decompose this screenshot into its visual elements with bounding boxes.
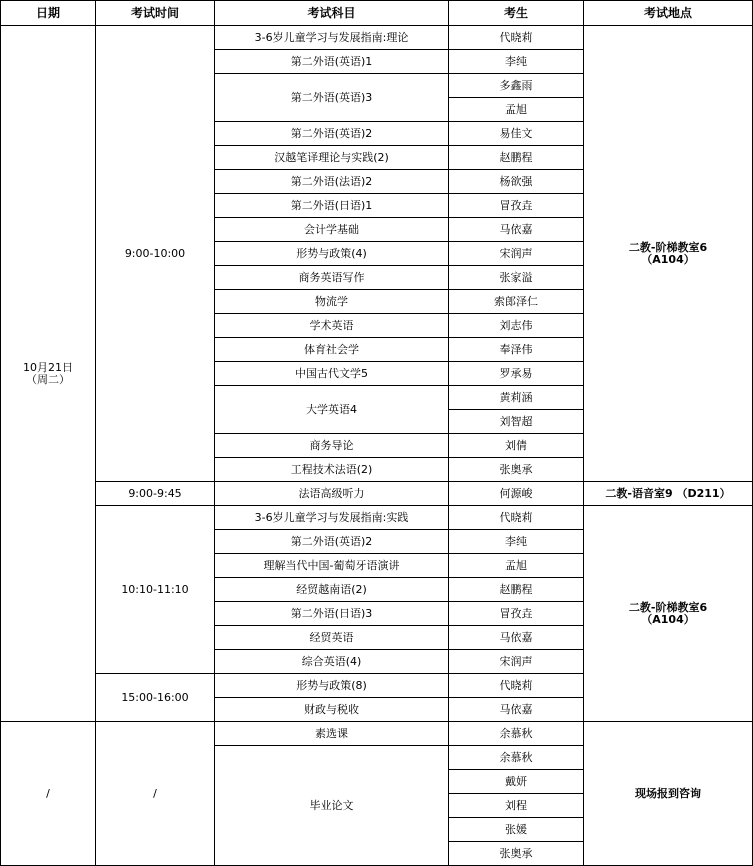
- subject-cell: 综合英语(4): [215, 650, 449, 674]
- subject-cell: 商务导论: [215, 434, 449, 458]
- subject-cell: 第二外语(日语)3: [215, 602, 449, 626]
- student-cell: 代晓莉: [449, 26, 584, 50]
- location-cell: 二教-语音室9 （D211）: [584, 482, 753, 506]
- student-cell: 宋润声: [449, 650, 584, 674]
- student-cell: 何源峻: [449, 482, 584, 506]
- time-cell: 10:10-11:10: [96, 506, 215, 674]
- time-cell: 9:00-9:45: [96, 482, 215, 506]
- student-cell: 奉泽伟: [449, 338, 584, 362]
- subject-cell: 形势与政策(8): [215, 674, 449, 698]
- location-cell: 现场报到咨询: [584, 722, 753, 866]
- student-cell: 刘程: [449, 794, 584, 818]
- student-cell: 刘倩: [449, 434, 584, 458]
- student-cell: 刘志伟: [449, 314, 584, 338]
- student-cell: 李纯: [449, 530, 584, 554]
- subject-cell: 物流学: [215, 290, 449, 314]
- date-day: 10月21日: [23, 360, 73, 374]
- subject-cell: 中国古代文学5: [215, 362, 449, 386]
- date-weekday: （周二）: [26, 372, 70, 386]
- subject-cell: 法语高级听力: [215, 482, 449, 506]
- location-room: （A104）: [641, 612, 695, 626]
- student-cell: 马依嘉: [449, 626, 584, 650]
- header-time: 考试时间: [96, 1, 215, 26]
- student-cell: 余慕秋: [449, 746, 584, 770]
- student-cell: 刘智超: [449, 410, 584, 434]
- header-subject: 考试科目: [215, 1, 449, 26]
- student-cell: 黄莉涵: [449, 386, 584, 410]
- date-cell: [1, 26, 96, 722]
- header-date: 日期: [1, 1, 96, 26]
- subject-cell: 汉越笔译理论与实践(2): [215, 146, 449, 170]
- subject-cell: 经贸英语: [215, 626, 449, 650]
- subject-cell: 3-6岁儿童学习与发展指南:理论: [215, 26, 449, 50]
- subject-cell: 3-6岁儿童学习与发展指南:实践: [215, 506, 449, 530]
- student-cell: 赵鹏程: [449, 146, 584, 170]
- location-cell: [584, 506, 753, 722]
- student-cell: 赵鹏程: [449, 578, 584, 602]
- subject-cell: 会计学基础: [215, 218, 449, 242]
- subject-cell: 体育社会学: [215, 338, 449, 362]
- student-cell: 张奥承: [449, 458, 584, 482]
- header-student: 考生: [449, 1, 584, 26]
- subject-cell: 素选课: [215, 722, 449, 746]
- student-cell: 张家溢: [449, 266, 584, 290]
- date-cell-slash: /: [1, 722, 96, 866]
- student-cell: 杨欲强: [449, 170, 584, 194]
- student-cell: 易佳文: [449, 122, 584, 146]
- student-cell: 戴妍: [449, 770, 584, 794]
- student-cell: 余慕秋: [449, 722, 584, 746]
- time-cell: 15:00-16:00: [96, 674, 215, 722]
- student-cell: 索郎泽仁: [449, 290, 584, 314]
- student-cell: 张奥承: [449, 842, 584, 866]
- subject-cell: 第二外语(日语)1: [215, 194, 449, 218]
- student-cell: 马依嘉: [449, 218, 584, 242]
- location-cell: [584, 26, 753, 482]
- time-cell: 9:00-10:00: [96, 26, 215, 482]
- student-cell: 孟旭: [449, 98, 584, 122]
- student-cell: 马依嘉: [449, 698, 584, 722]
- subject-cell: 第二外语(法语)2: [215, 170, 449, 194]
- student-cell: 冒孜垚: [449, 602, 584, 626]
- student-cell: 李纯: [449, 50, 584, 74]
- subject-cell: 财政与税收: [215, 698, 449, 722]
- subject-cell: 商务英语写作: [215, 266, 449, 290]
- time-cell-slash: /: [96, 722, 215, 866]
- subject-cell: 毕业论文: [215, 746, 449, 866]
- subject-cell: 学术英语: [215, 314, 449, 338]
- subject-cell: 大学英语4: [215, 386, 449, 434]
- subject-cell: 第二外语(英语)3: [215, 74, 449, 122]
- location-name: 二教-阶梯教室6: [628, 240, 708, 254]
- subject-cell: 第二外语(英语)2: [215, 122, 449, 146]
- student-cell: 冒孜垚: [449, 194, 584, 218]
- student-cell: 代晓莉: [449, 506, 584, 530]
- subject-cell: 理解当代中国-葡萄牙语演讲: [215, 554, 449, 578]
- location-room: （A104）: [641, 252, 695, 266]
- student-cell: 孟旭: [449, 554, 584, 578]
- subject-cell: 形势与政策(4): [215, 242, 449, 266]
- location-name: 二教-阶梯教室6: [628, 600, 708, 614]
- header-location: 考试地点: [584, 1, 753, 26]
- student-cell: 代晓莉: [449, 674, 584, 698]
- subject-cell: 经贸越南语(2): [215, 578, 449, 602]
- student-cell: 宋润声: [449, 242, 584, 266]
- subject-cell: 第二外语(英语)2: [215, 530, 449, 554]
- subject-cell: 工程技术法语(2): [215, 458, 449, 482]
- student-cell: 罗承易: [449, 362, 584, 386]
- student-cell: 张媛: [449, 818, 584, 842]
- student-cell: 多鑫雨: [449, 74, 584, 98]
- subject-cell: 第二外语(英语)1: [215, 50, 449, 74]
